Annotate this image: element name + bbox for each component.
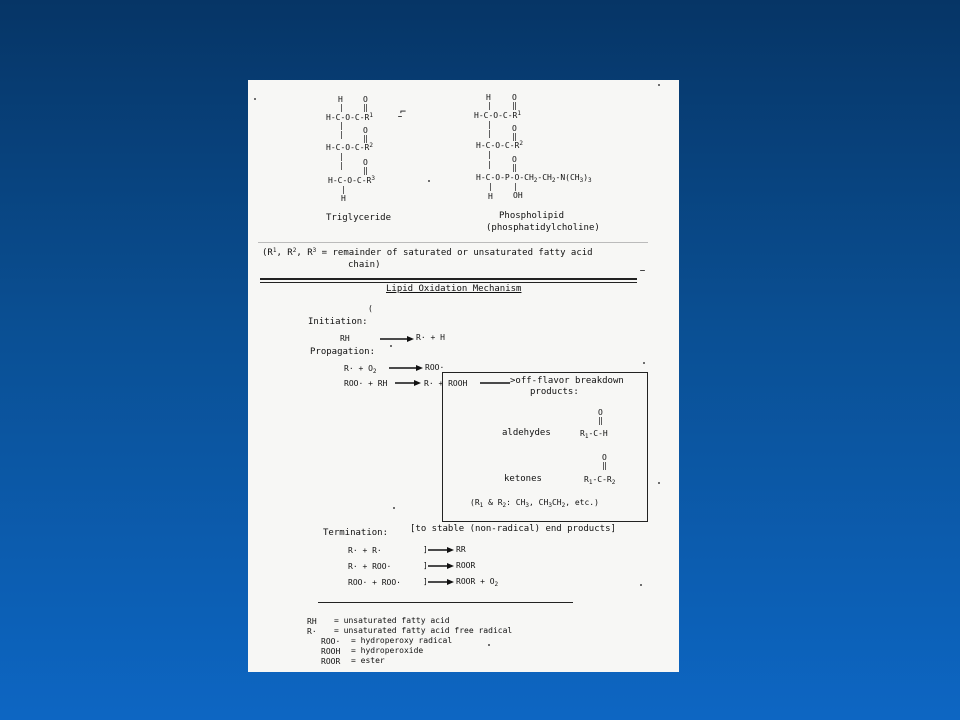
ketone-o: O	[602, 453, 607, 462]
pl-bond: |	[487, 160, 492, 169]
scan-speck	[640, 584, 642, 586]
scan-speck	[640, 270, 645, 271]
r-definition: ($R_1$ & $R_2$: $CH_3$, $CH_3CH_2$, etc.)	[470, 498, 599, 509]
pl-bond: |	[487, 129, 492, 138]
tg-carbonyl-o-2: O	[363, 126, 368, 135]
legend-def: = hydroperoxide	[351, 646, 424, 655]
pl-bond: |	[488, 182, 493, 191]
termination-3-lhs: ROO· + ROO·	[348, 578, 401, 587]
pl-row-1: $H-C-O-C-R^1$	[474, 110, 521, 120]
termination-3-rhs: ROOR + $O_2$	[456, 577, 499, 588]
legend-def: = unsaturated fatty acid	[334, 616, 450, 625]
legend-abbr: ROOR	[321, 657, 341, 666]
r-note-line2: chain)	[348, 260, 381, 270]
termination-2-lhs: R· + ROO·	[348, 562, 392, 571]
tg-double-bond: ‖	[363, 166, 368, 175]
tg-row-1: $H-C-O-C-R^1$	[326, 112, 373, 122]
tg-bond: |	[341, 185, 346, 194]
mechanism-title: Lipid Oxidation Mechanism	[386, 284, 522, 294]
scan-speck	[658, 482, 660, 484]
pl-carbonyl-o: O	[512, 93, 517, 102]
bracket: ]	[423, 561, 428, 570]
scan-speck	[643, 362, 645, 364]
phosphatidylcholine-label: (phosphatidylcholine)	[486, 223, 600, 233]
bracket: ]	[423, 545, 428, 554]
reaction-arrow-icon	[380, 336, 414, 342]
termination-1-lhs: R· + R·	[348, 546, 382, 555]
termination-2-rhs: ROOR	[456, 561, 476, 570]
pl-double-bond: ‖	[512, 132, 517, 141]
pl-bond: |	[487, 120, 492, 129]
scan-mark: (	[368, 304, 373, 313]
tg-top-h: H	[338, 95, 343, 104]
separator-rule	[260, 278, 637, 280]
termination-1-rhs: RR	[456, 545, 466, 554]
reaction-arrow-icon	[395, 380, 421, 386]
aldehyde-o: O	[598, 408, 603, 417]
legend-def: = ester	[351, 656, 385, 665]
breakdown-title: >off-flavor breakdown	[510, 376, 624, 386]
scan-speck	[488, 644, 490, 646]
reaction-arrow-icon	[428, 579, 454, 585]
pl-top-h: H	[486, 93, 491, 102]
legend-abbr: ROOH	[321, 647, 341, 656]
scan-speck	[390, 345, 392, 347]
propagation-2-rhs: R· + ROOH	[424, 379, 468, 388]
termination-label: Termination:	[323, 528, 389, 538]
termination-note: [to stable (non-radical) end products]	[410, 524, 616, 534]
legend-abbr: R·	[307, 627, 317, 636]
tg-carbonyl-o-3: O	[363, 158, 368, 167]
legend-abbr: RH	[307, 617, 317, 626]
tg-row-2: $H-C-O-C-R^2$	[326, 142, 373, 152]
scan-mark: ⌐	[400, 107, 407, 118]
pl-double-bond: ‖	[512, 163, 517, 172]
breakdown-arrow-icon	[480, 380, 512, 386]
breakdown-line2: products:	[530, 387, 579, 397]
aldehyde-formula: $R_1-C-H$	[580, 429, 608, 440]
ketones-label: ketones	[504, 474, 542, 484]
pl-row-2: $H-C-O-C-R^2$	[476, 140, 523, 150]
r-note: ($R^1$, $R^2$, $R^3$ = remainder of saturated or unsaturated fatty acid	[262, 247, 593, 258]
propagation-label: Propagation:	[310, 347, 376, 357]
scan-speck	[393, 507, 395, 509]
ketone-formula: $R_1-C-R_2$	[584, 475, 616, 486]
aldehydes-label: aldehydes	[502, 428, 551, 438]
scanned-document-page	[248, 80, 679, 672]
propagation-1-lhs: $R\cdot + O_2$	[344, 364, 377, 375]
tg-bond: |	[339, 130, 344, 139]
pl-row-3: $H-C-O-P-O-CH_2-CH_2-N(CH_3)_3$	[476, 173, 592, 184]
pl-bottom-h: H	[488, 192, 493, 201]
initiation-lhs: RH	[340, 334, 350, 343]
legend-rule	[318, 602, 573, 603]
scan-speck	[254, 98, 256, 100]
aldehyde-double-bond: ‖	[598, 416, 603, 425]
pl-bond: |	[513, 182, 518, 191]
tg-bond: |	[339, 161, 344, 170]
phospholipid-label: Phospholipid	[499, 211, 565, 221]
scan-speck	[428, 180, 430, 182]
tg-double-bond: ‖	[363, 103, 368, 112]
tg-double-bond: ‖	[363, 134, 368, 143]
tg-bond: |	[339, 152, 344, 161]
pl-carbonyl-o: O	[512, 124, 517, 133]
reaction-arrow-icon	[428, 563, 454, 569]
faint-rule	[258, 242, 648, 243]
initiation-rhs: R· + H	[416, 333, 445, 342]
tg-row-3: $H-C-O-C-R^3$	[328, 175, 375, 185]
reaction-arrow-icon	[389, 365, 423, 371]
pl-phosphate-o: O	[512, 155, 517, 164]
tg-bond: |	[339, 103, 344, 112]
triglyceride-label: Triglyceride	[326, 213, 392, 223]
pl-oh: OH	[513, 191, 523, 200]
initiation-label: Initiation:	[308, 317, 368, 327]
tg-carbonyl-o-1: O	[363, 95, 368, 104]
propagation-2-lhs: ROO· + RH	[344, 379, 388, 388]
reaction-arrow-icon	[428, 547, 454, 553]
pl-bond: |	[487, 101, 492, 110]
pl-bond: |	[487, 150, 492, 159]
legend-def: = unsaturated fatty acid free radical	[334, 626, 513, 635]
tg-bond: |	[339, 121, 344, 130]
scan-speck	[658, 84, 660, 86]
propagation-1-rhs: ROO·	[425, 363, 445, 372]
separator-rule	[260, 282, 637, 283]
pl-double-bond: ‖	[512, 101, 517, 110]
legend-def: = hydroperoxy radical	[351, 636, 453, 645]
legend-abbr: ROO·	[321, 637, 341, 646]
bracket: ]	[423, 577, 428, 586]
ketone-double-bond: ‖	[602, 461, 607, 470]
tg-bottom-h: H	[341, 194, 346, 203]
